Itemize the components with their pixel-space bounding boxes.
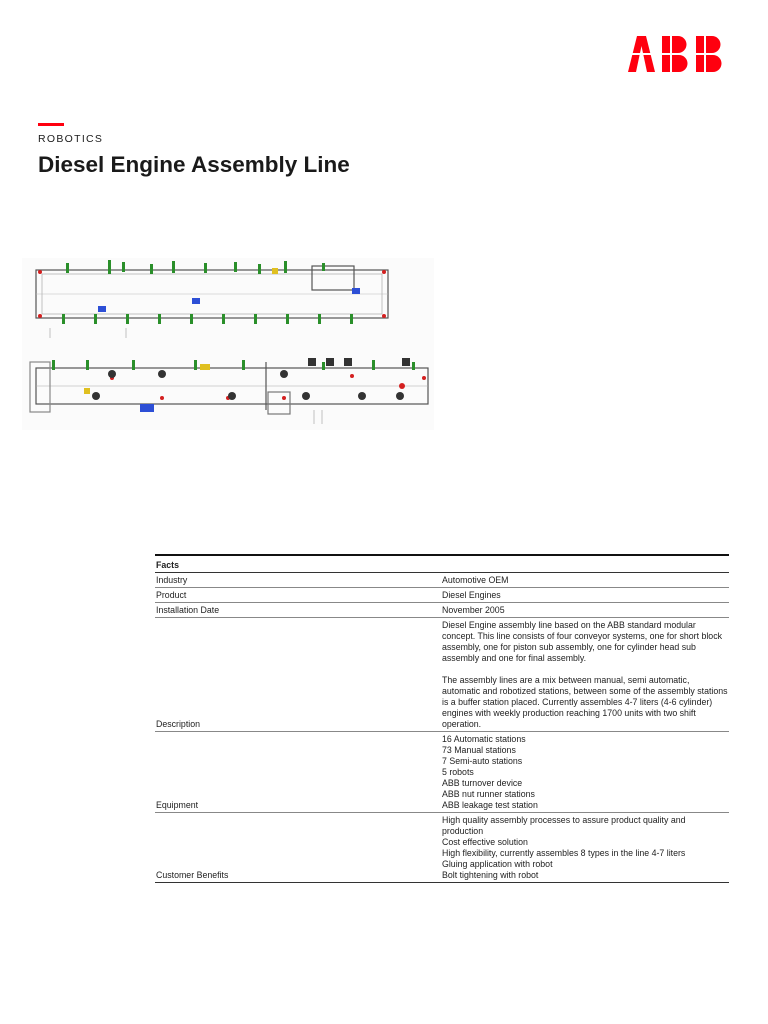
equipment-item: 16 Automatic stations [442, 734, 526, 744]
facts-table [155, 554, 729, 883]
row-label-equipment: Equipment [155, 732, 441, 813]
facts-header-row [155, 555, 729, 573]
row-value-customer-benefits [441, 813, 729, 883]
benefit-item: High quality assembly processes to assure product quality and production [442, 815, 686, 836]
facts-heading: Facts [155, 555, 729, 573]
assembly-line-layout-image [22, 258, 434, 430]
accent-bar [38, 123, 64, 126]
table-row [155, 573, 729, 588]
row-label-description: Description [155, 618, 441, 732]
equipment-item: ABB leakage test station [442, 800, 538, 810]
benefit-item: Cost effective solution [442, 837, 528, 847]
row-value-product: Diesel Engines [441, 588, 729, 603]
row-value-industry: Automotive OEM [441, 573, 729, 588]
row-value-equipment [441, 732, 729, 813]
benefit-item: Gluing application with robot [442, 859, 553, 869]
equipment-item: ABB turnover device [442, 778, 523, 788]
equipment-item: 5 robots [442, 767, 474, 777]
table-row [155, 603, 729, 618]
equipment-item: ABB nut runner stations [442, 789, 535, 799]
description-paragraph: Diesel Engine assembly line based on the ABB standard modular concept. This line consists of four conveyor systems, one for short block assembly, one for piston sub assembly, one for cylinder head sub assembly and one for final assembly. [442, 620, 722, 663]
row-value-installation-date: November 2005 [441, 603, 729, 618]
benefit-item: High flexibility, currently assembles 8 types in the line 4-7 liters [442, 848, 686, 858]
category-label: ROBOTICS [38, 133, 104, 145]
equipment-item: 73 Manual stations [442, 745, 516, 755]
table-row [155, 588, 729, 603]
equipment-item: 7 Semi-auto stations [442, 756, 523, 766]
row-label-industry: Industry [155, 573, 441, 588]
row-value-description [441, 618, 729, 732]
benefit-item: Bolt tightening with robot [442, 870, 539, 880]
table-row [155, 813, 729, 883]
row-label-customer-benefits: Customer Benefits [155, 813, 441, 883]
row-label-product: Product [155, 588, 441, 603]
abb-logo [628, 36, 730, 72]
row-label-installation-date: Installation Date [155, 603, 441, 618]
page-title: Diesel Engine Assembly Line [38, 152, 350, 177]
description-paragraph: The assembly lines are a mix between manual, semi automatic, automatic and robotized stations, between some of the assembly stations is a buffer station placed. Currently assembles 4-7 liters (4-6 cylinder) engines with weekly production reaching 1700 units with two shift operation. [442, 675, 728, 729]
table-row [155, 618, 729, 732]
table-row [155, 732, 729, 813]
